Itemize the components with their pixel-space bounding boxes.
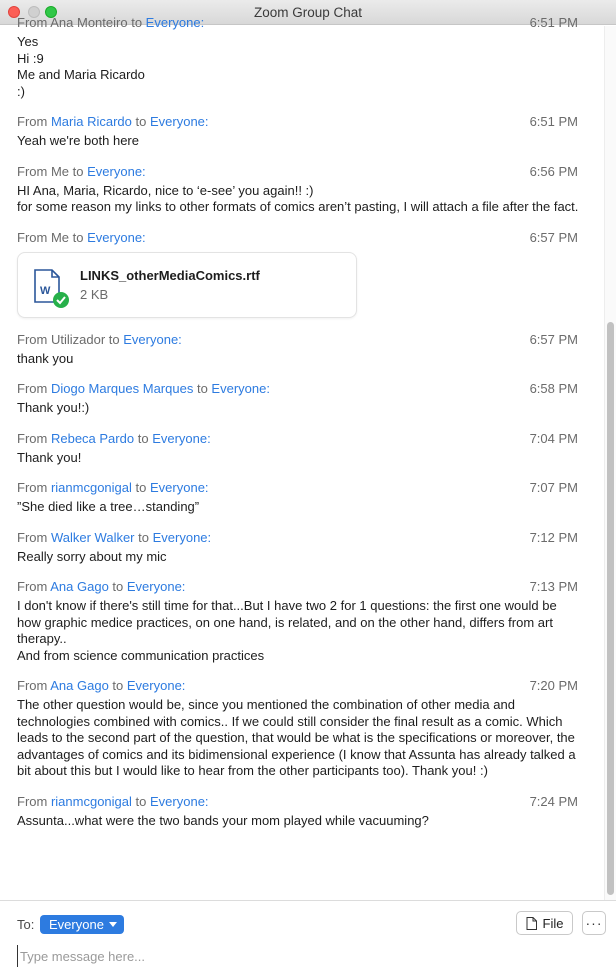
message-from-label: From <box>17 430 48 446</box>
message-recipient[interactable]: Everyone: <box>211 381 270 396</box>
message-to-label: to <box>196 381 208 396</box>
message-from-label: From <box>17 480 48 495</box>
file-icon <box>526 917 537 930</box>
chat-message <box>0 677 600 780</box>
message-from-label: From <box>17 793 48 809</box>
more-options-button[interactable] <box>582 911 606 935</box>
chat-message <box>0 578 600 664</box>
message-from-label: From <box>17 163 48 179</box>
message-text: HI Ana, Maria, Ricardo, nice to ‘e-see’ you again!! :) for some reason my links to other formats of comics aren’t pasting, I will attach a file after the fact. <box>17 182 579 214</box>
message-time: 7:20 PM <box>529 678 578 693</box>
message-to-label: to <box>137 430 149 446</box>
message-time: 7:07 PM <box>529 480 578 495</box>
chat-message <box>0 14 600 100</box>
message-text: Really sorry about my mic <box>17 548 167 564</box>
message-sender[interactable]: Maria Ricardo <box>50 114 132 129</box>
message-list <box>0 14 600 842</box>
message-to-label: to <box>135 793 147 809</box>
file-size: 2 KB <box>80 286 109 302</box>
message-to-label: to <box>135 480 147 495</box>
message-to-label: to <box>138 529 149 545</box>
chat-message <box>0 793 600 830</box>
message-sender[interactable]: Walker Walker <box>50 529 135 545</box>
message-input[interactable] <box>17 945 597 967</box>
message-recipient[interactable]: Everyone: <box>87 229 146 245</box>
svg-text:W: W <box>40 284 51 297</box>
message-from-label: From <box>17 381 48 396</box>
message-recipient[interactable]: Everyone: <box>150 793 209 809</box>
scrollbar-thumb[interactable] <box>607 322 614 895</box>
message-header <box>17 113 583 131</box>
message-header <box>17 229 583 247</box>
send-file-label: File <box>542 915 564 931</box>
message-text: thank you <box>17 350 74 366</box>
message-header <box>17 430 583 448</box>
message-recipient[interactable]: Everyone: <box>126 678 186 693</box>
window-title: Zoom Group Chat <box>253 5 363 20</box>
chat-message <box>0 163 600 216</box>
recipient-dropdown-label: Everyone <box>49 917 104 932</box>
message-text: Yes Hi :9 Me and Maria Ricardo :) <box>17 34 145 99</box>
message-time: 7:24 PM <box>529 793 578 809</box>
message-time: 7:13 PM <box>529 579 578 594</box>
chat-message <box>0 331 600 368</box>
message-to-label: to <box>108 331 120 347</box>
message-sender[interactable]: rianmcgonigal <box>50 480 132 495</box>
message-recipient[interactable]: Everyone: <box>150 480 209 495</box>
message-header <box>17 380 583 398</box>
message-time: 6:51 PM <box>529 114 578 129</box>
message-text: The other question would be, since you mentioned the combination of other media and technologies combined with comics.. If we could still consider the final result as a comic. Which leads to the second part of the question, that would be what is the specifications or moreover, the advantages of comics and its bidimensional experience (I know that Assunta has already talked a bit about this but I would like to hear from the other participants too). Thank you! :) <box>17 697 576 778</box>
message-sender[interactable]: Rebeca Pardo <box>50 430 135 446</box>
message-header <box>17 677 583 695</box>
more-icon: ··· <box>585 915 603 931</box>
message-recipient[interactable]: Everyone: <box>126 579 186 594</box>
message-text: Thank you! <box>17 449 82 465</box>
message-text: ”She died like a tree…standing” <box>17 499 200 514</box>
message-sender[interactable]: Me <box>50 163 70 179</box>
message-from-label: From <box>17 114 48 129</box>
message-to-label: to <box>72 229 84 245</box>
message-time: 6:56 PM <box>529 163 578 179</box>
recipient-dropdown[interactable] <box>40 915 124 934</box>
message-header <box>17 163 583 181</box>
word-document-icon <box>32 269 70 309</box>
message-time: 6:51 PM <box>529 15 578 30</box>
message-sender[interactable]: Utilizador <box>50 331 106 347</box>
message-time: 7:04 PM <box>529 430 578 446</box>
message-recipient[interactable]: Everyone: <box>87 163 146 179</box>
message-from-label: From <box>17 579 48 594</box>
chat-message <box>0 380 600 417</box>
message-header <box>17 331 583 349</box>
message-time: 6:57 PM <box>529 331 578 347</box>
chat-message <box>0 229 600 318</box>
message-sender[interactable]: rianmcgonigal <box>50 793 132 809</box>
chat-message <box>0 113 600 150</box>
message-sender[interactable]: Ana Gago <box>50 678 109 693</box>
message-to-label: to <box>135 114 147 129</box>
message-text: I don't know if there's still time for that...But I have two 2 for 1 questions: the first one would be how graphic medice practices, on one hand, is related, and on the other hand, differs from art therapy.. And from science communication practices <box>17 598 557 663</box>
message-sender[interactable]: Ana Gago <box>50 579 109 594</box>
message-to-label: to <box>112 678 124 693</box>
message-from-label: From <box>17 331 48 347</box>
to-label: To: <box>17 917 35 932</box>
message-recipient[interactable]: Everyone: <box>152 529 212 545</box>
message-to-label: to <box>72 163 84 179</box>
chevron-down-icon <box>109 922 117 927</box>
chat-history[interactable] <box>0 15 616 900</box>
message-from-label: From <box>17 529 48 545</box>
message-text: Thank you!:) <box>17 400 90 415</box>
send-file-button[interactable] <box>516 911 573 935</box>
message-text: Yeah we're both here <box>17 133 139 148</box>
composer <box>0 900 616 974</box>
message-header <box>17 479 583 497</box>
message-recipient[interactable]: Everyone: <box>123 331 182 347</box>
message-recipient[interactable]: Everyone: <box>152 430 211 446</box>
message-from-label: From <box>17 678 48 693</box>
message-recipient[interactable]: Everyone: <box>149 114 209 129</box>
message-from-label: From <box>17 229 48 245</box>
message-sender[interactable]: Diogo Marques Marques <box>50 381 194 396</box>
message-text: Assunta...what were the two bands your mom played while vacuuming? <box>17 812 429 828</box>
chat-message <box>0 529 600 566</box>
message-time: 7:12 PM <box>529 529 578 545</box>
message-header <box>17 14 583 32</box>
message-header <box>17 793 583 811</box>
chat-message <box>0 430 600 467</box>
message-from-label: From <box>17 15 48 30</box>
chat-message <box>0 479 600 516</box>
message-header <box>17 578 583 596</box>
message-sender[interactable]: Ana Monteiro <box>50 15 128 30</box>
message-to-label: to <box>112 579 124 594</box>
message-time: 6:58 PM <box>529 381 578 396</box>
message-sender[interactable]: Me <box>50 229 70 245</box>
file-name[interactable]: LINKS_otherMediaComics.rtf <box>80 267 260 283</box>
file-attachment[interactable] <box>17 252 357 318</box>
message-header <box>17 529 583 547</box>
message-recipient[interactable]: Everyone: <box>145 15 205 30</box>
message-to-label: to <box>131 15 143 30</box>
message-time: 6:57 PM <box>529 229 578 245</box>
